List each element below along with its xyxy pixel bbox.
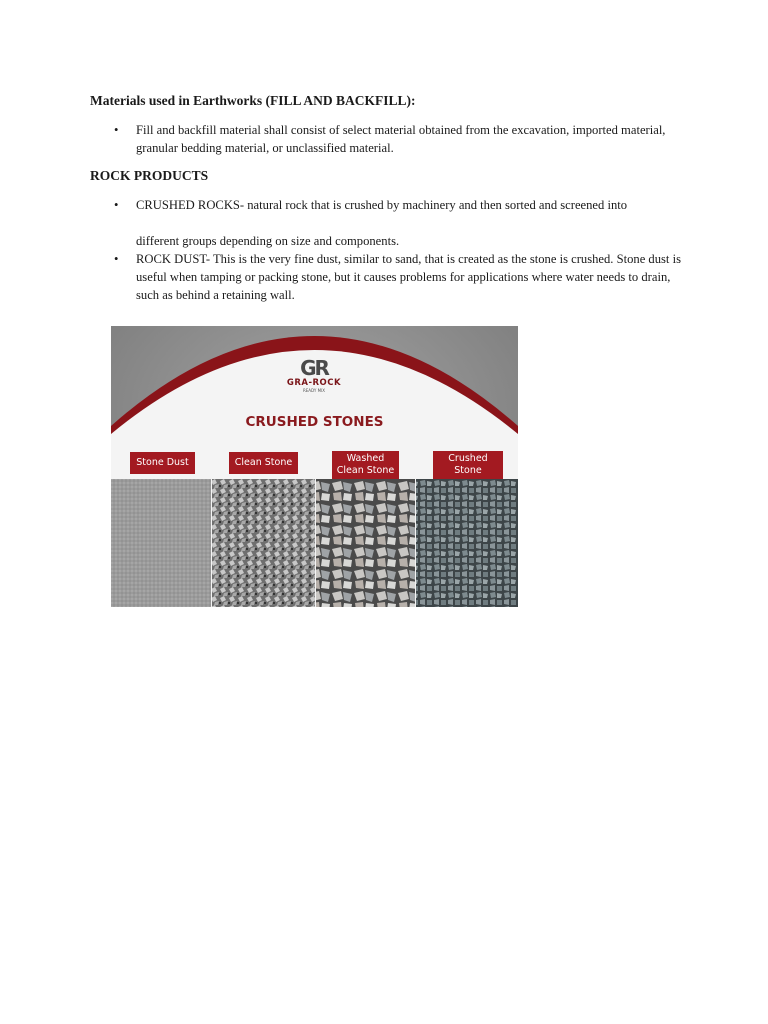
gra-rock-logo <box>279 356 349 393</box>
bullet-glyph: • <box>114 198 119 212</box>
section-heading-rock-products: ROCK PRODUCTS <box>90 168 209 183</box>
logo-mark: GR <box>300 356 328 380</box>
logo-subtitle: READY MIX <box>303 388 325 393</box>
clean-stone-swatch <box>212 479 315 607</box>
list-item <box>90 196 690 250</box>
rock-products-bullet-list <box>90 196 690 304</box>
bullet-text: ROCK DUST- This is the very fine dust, similar to sand, that is created as the stone is crushed. Stone dust is useful when tamping or packing stone, but it causes problems for applications where water needs to drain, such as behind a retaining wall. <box>136 252 681 302</box>
label-crushed-stone: Crushed Stone <box>433 451 503 479</box>
label-stone-dust: Stone Dust <box>130 452 195 474</box>
bullet-glyph: • <box>114 252 119 266</box>
label-washed-clean-stone: Washed Clean Stone <box>332 451 399 479</box>
bullet-text-line: CRUSHED ROCKS- natural rock that is crushed by machinery and then sorted and screened into <box>136 198 628 212</box>
stone-dust-swatch <box>111 479 211 607</box>
paragraph-gap <box>136 214 690 232</box>
list-item <box>90 250 690 304</box>
bullet-text: Fill and backfill material shall consist of select material obtained from the excavation, imported material, granular bedding material, or unclassified material. <box>136 123 666 155</box>
crushed-stones-figure <box>111 326 518 607</box>
earthworks-bullet-list <box>90 121 690 157</box>
list-item <box>90 121 690 157</box>
washed-clean-stone-swatch <box>316 479 415 607</box>
figure-title: CRUSHED STONES <box>245 414 384 430</box>
label-clean-stone: Clean Stone <box>229 452 298 474</box>
logo-name: GRA-ROCK <box>286 378 342 388</box>
section-heading-earthworks: Materials used in Earthworks (FILL AND BACKFILL): <box>90 93 416 108</box>
crushed-stone-swatch <box>416 479 518 607</box>
bullet-glyph: • <box>114 123 119 137</box>
bullet-text-line: different groups depending on size and components. <box>136 234 400 248</box>
